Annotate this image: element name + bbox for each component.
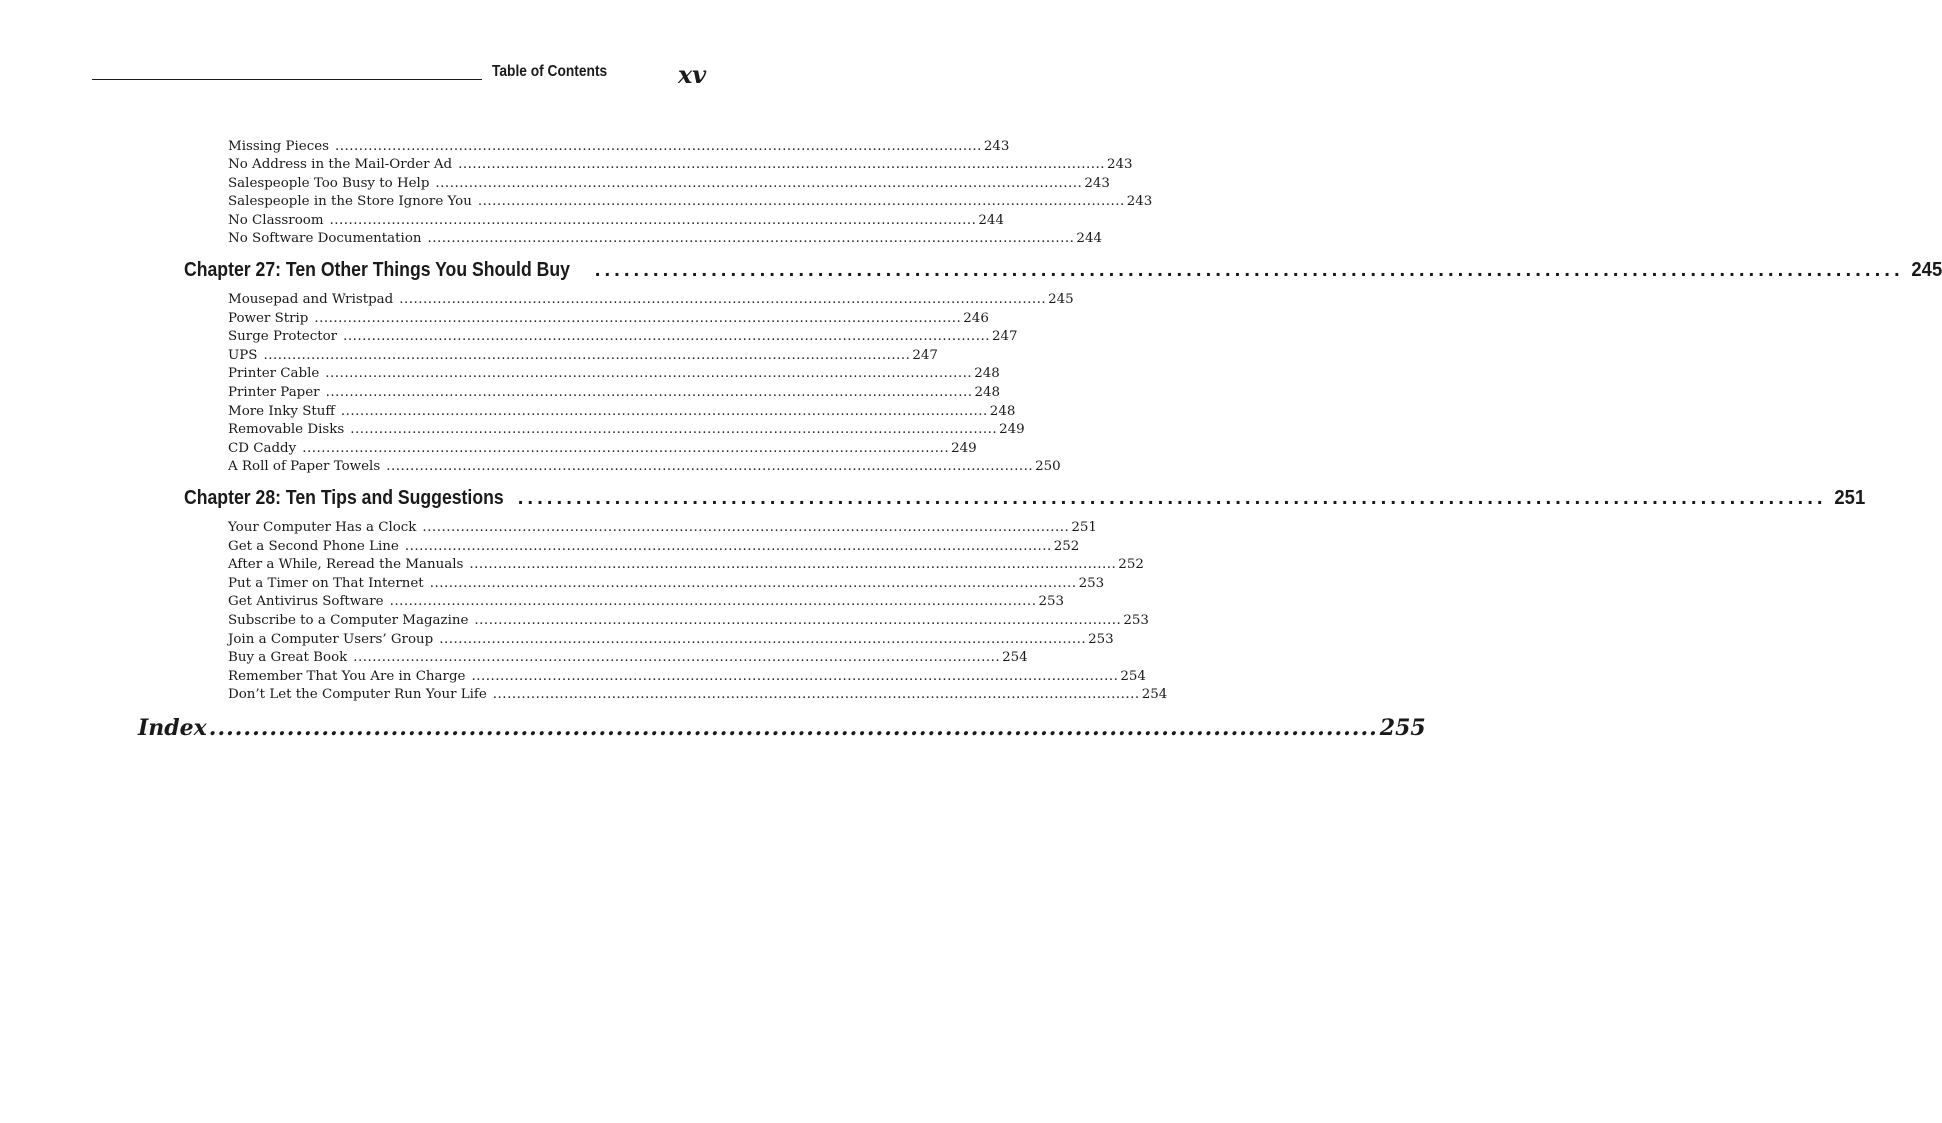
toc-entry-title: CD Caddy <box>228 440 297 456</box>
toc-entry[interactable] <box>228 538 1080 556</box>
toc-entry-page: 243 <box>1126 194 1153 210</box>
toc-entry[interactable] <box>228 138 1010 156</box>
dot-leader: ........................................................................................................................................ <box>439 631 1087 647</box>
toc-entry-page: 251 <box>1071 520 1097 535</box>
toc-entry-title: Missing Pieces <box>228 139 329 154</box>
index-heading[interactable] <box>138 715 1426 745</box>
toc-entry[interactable] <box>228 175 1110 193</box>
toc-entry-page: 254 <box>1002 650 1028 666</box>
toc-entry[interactable] <box>228 291 1074 309</box>
toc-entry-page: 244 <box>1076 231 1102 246</box>
index-page: 255 <box>1379 715 1426 741</box>
toc-entry-title: Get Antivirus Software <box>228 594 384 610</box>
dot-leader: ........................................................................................................................................ <box>325 385 973 400</box>
toc-entry[interactable] <box>228 686 1168 704</box>
toc-entry[interactable] <box>228 193 1153 211</box>
toc-entry-page: 254 <box>1120 668 1146 684</box>
toc-entry-title: Removable Disks <box>228 422 345 438</box>
toc-entry-page: 249 <box>951 440 977 456</box>
header-rule <box>92 79 482 80</box>
dot-leader: ........................................................................................................................................ <box>474 613 1122 628</box>
dot-leader: ........................................................................................................................................ <box>404 538 1052 554</box>
dot-leader: ........................................................................................................................................ <box>427 231 1075 246</box>
toc-entry-title: Salespeople in the Store Ignore You <box>228 194 472 210</box>
chapter-27-heading[interactable] <box>184 258 1942 282</box>
toc-entry-title: Join a Computer Users’ Group <box>228 631 434 647</box>
toc-entry-title: Power Strip <box>228 310 309 326</box>
running-header <box>92 62 714 90</box>
toc-entry-page: 247 <box>912 347 938 363</box>
dot-leader: ....................................................................................................................................... <box>208 715 1378 741</box>
toc-entry-page: 244 <box>978 212 1004 228</box>
toc-entry[interactable] <box>228 156 1133 174</box>
toc-entry[interactable] <box>228 556 1144 574</box>
toc-entry-title: Remember That You Are in Charge <box>228 668 466 684</box>
toc-entry-page: 253 <box>1123 613 1149 628</box>
toc-entry-page: 248 <box>989 403 1016 419</box>
toc-entry-title: Salespeople Too Busy to Help <box>228 175 430 191</box>
dot-leader: ........................................................................................................................................ <box>329 212 977 228</box>
toc-entry[interactable] <box>228 668 1146 686</box>
chapter-title: Chapter 28: Ten Tips and Suggestions <box>184 486 504 509</box>
page-number: xv <box>678 60 707 89</box>
toc-entry[interactable] <box>228 649 1028 667</box>
toc-entry-title: Subscribe to a Computer Magazine <box>228 613 469 628</box>
dot-leader: ........................................................................................................................................ <box>386 459 1034 475</box>
toc-entry-title: UPS <box>228 347 258 363</box>
toc-entry-page: 246 <box>963 310 989 326</box>
toc-entry-title: Don’t Let the Computer Run Your Life <box>228 687 487 703</box>
dot-leader: ........................................................................................................................................ <box>477 194 1125 210</box>
toc-entry-title: Printer Cable <box>228 366 320 382</box>
index-title: Index <box>138 715 207 741</box>
toc-entry-title: No Address in the Mail-Order Ad <box>228 157 453 173</box>
toc-entry[interactable] <box>228 328 1018 346</box>
toc-entry-page: 247 <box>991 329 1018 345</box>
toc-entry-title: No Classroom <box>228 212 324 228</box>
toc-entry[interactable] <box>228 230 1102 248</box>
dot-leader: ....................................................................................................................................... <box>517 486 1827 509</box>
dot-leader: ........................................................................................................................................ <box>325 366 973 382</box>
dot-leader: ........................................................................................................................................ <box>435 175 1083 191</box>
toc-entry-page: 243 <box>983 139 1010 154</box>
dot-leader: ........................................................................................................................................ <box>350 422 998 438</box>
toc-entry-title: Put a Timer on That Internet <box>228 575 424 591</box>
toc-entry[interactable] <box>228 347 938 365</box>
toc-entry-page: 249 <box>999 422 1025 438</box>
toc-entry-title: A Roll of Paper Towels <box>228 459 381 475</box>
toc-entry-page: 243 <box>1084 175 1110 191</box>
dot-leader: ........................................................................................................................................ <box>340 403 988 419</box>
toc-entry-title: Get a Second Phone Line <box>228 538 399 554</box>
dot-leader: ........................................................................................................................................ <box>458 157 1105 173</box>
toc-entry-page: 253 <box>1038 594 1065 610</box>
toc-entry-title: After a While, Reread the Manuals <box>228 557 464 573</box>
toc-entry-title: Mousepad and Wristpad <box>228 292 394 307</box>
dot-leader: ........................................................................................................................................ <box>389 594 1037 610</box>
toc-entry[interactable] <box>228 440 977 458</box>
toc-entry-page: 245 <box>1048 292 1074 307</box>
toc-entry-page: 254 <box>1141 687 1168 703</box>
dot-leader: ........................................................................................................................................ <box>302 440 950 456</box>
chapter-page: 251 <box>1834 486 1865 509</box>
toc-entry-title: Your Computer Has a Clock <box>228 520 417 535</box>
toc-entry[interactable] <box>228 519 1097 537</box>
toc-entry[interactable] <box>228 631 1114 649</box>
dot-leader: ........................................................................................................................................ <box>429 575 1077 591</box>
toc-entry[interactable] <box>228 612 1149 630</box>
dot-leader: ........................................................................................................................................ <box>314 310 962 326</box>
toc-entry[interactable] <box>228 384 1001 402</box>
toc-entry[interactable] <box>228 575 1105 593</box>
dot-leader: ........................................................................................................................................ <box>422 520 1070 535</box>
chapter-28-heading[interactable] <box>184 486 1865 510</box>
toc-entry[interactable] <box>228 310 989 328</box>
chapter-title: Chapter 27: Ten Other Things You Should Buy <box>184 258 570 281</box>
header-label: Table of Contents <box>492 63 608 80</box>
toc-entry-title: Buy a Great Book <box>228 650 348 666</box>
dot-leader: ........................................................................................................................................ <box>335 139 982 154</box>
toc-entry-page: 253 <box>1088 631 1114 647</box>
toc-entry[interactable] <box>228 458 1061 476</box>
toc-entry-title: Printer Paper <box>228 385 320 400</box>
toc-entry[interactable] <box>228 365 1000 383</box>
toc-entry-page: 248 <box>974 385 1001 400</box>
toc-entry[interactable] <box>228 421 1025 439</box>
toc-entry-page: 248 <box>974 366 1000 382</box>
toc-entry-title: More Inky Stuff <box>228 403 335 419</box>
toc-entry-title: No Software Documentation <box>228 231 422 246</box>
dot-leader: ........................................................................................................................................ <box>471 668 1119 684</box>
toc-entry-page: 253 <box>1078 575 1105 591</box>
toc-entry-page: 252 <box>1053 538 1080 554</box>
dot-leader: ........................................................................................................................................ <box>469 557 1117 573</box>
toc-entry-page: 250 <box>1035 459 1061 475</box>
dot-leader: ........................................................................................................................................ <box>263 347 911 363</box>
dot-leader: ....................................................................................................................................... <box>594 258 1904 281</box>
toc-entry[interactable] <box>228 403 1016 421</box>
dot-leader: ........................................................................................................................................ <box>399 292 1047 307</box>
chapter-page: 245 <box>1911 258 1942 281</box>
dot-leader: ........................................................................................................................................ <box>492 687 1140 703</box>
toc-entry[interactable] <box>228 593 1065 611</box>
dot-leader: ........................................................................................................................................ <box>353 650 1001 666</box>
toc-entry-page: 243 <box>1106 157 1133 173</box>
toc-entry-title: Surge Protector <box>228 329 338 345</box>
toc-entry[interactable] <box>228 212 1004 230</box>
dot-leader: ........................................................................................................................................ <box>343 329 990 345</box>
toc-entry-page: 252 <box>1118 557 1144 573</box>
